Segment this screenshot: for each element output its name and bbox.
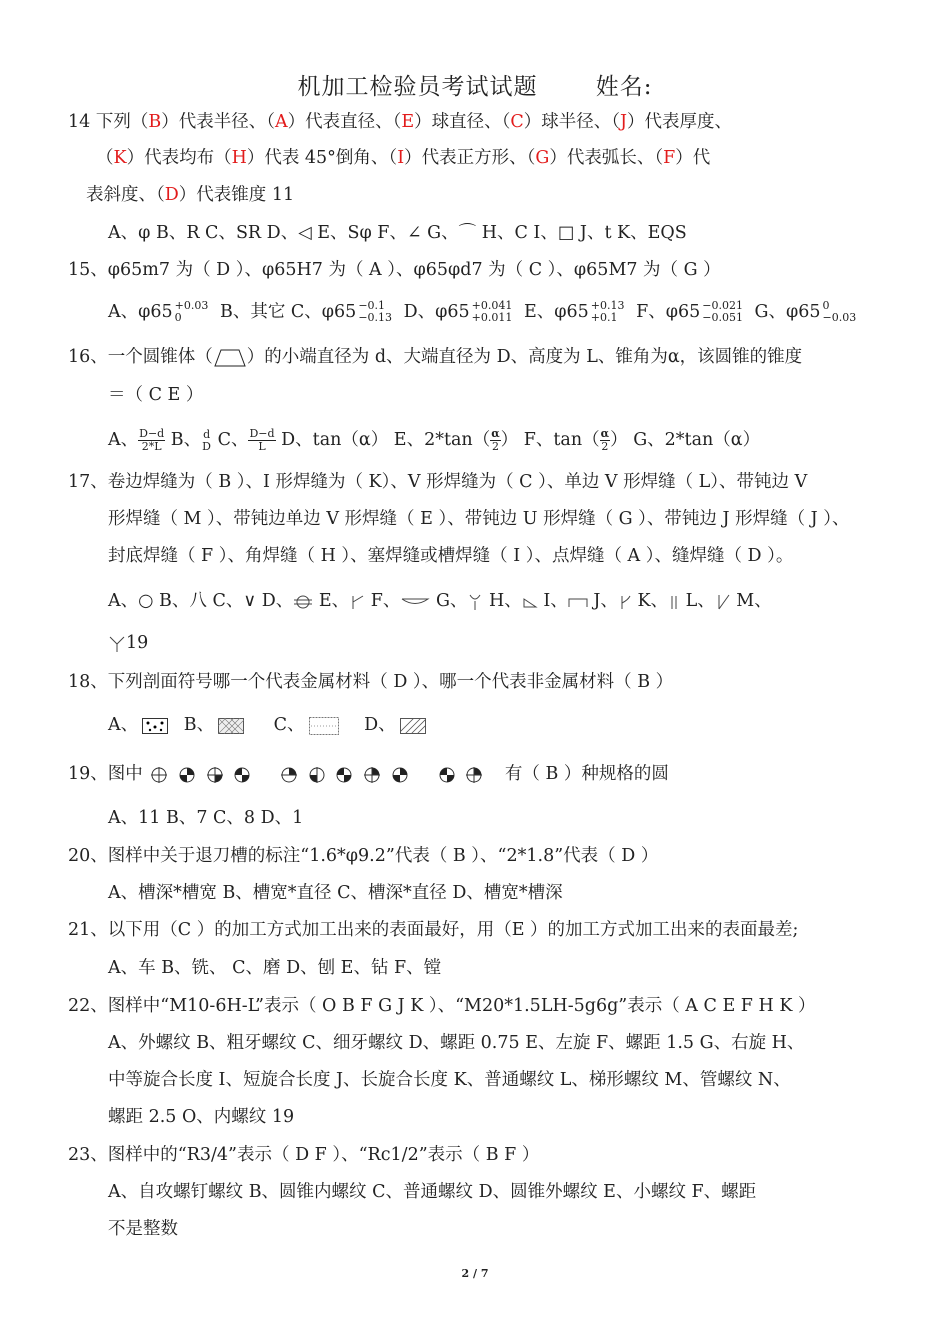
q14-answer: F (663, 148, 676, 168)
circle-symbols (148, 764, 491, 784)
single-v-weld-icon (715, 593, 731, 611)
q17-line5: 19 (108, 632, 148, 654)
q14-text: ）代表 45°倒角、（ (246, 148, 398, 168)
q15-opt-e: E、φ65 +0.13 +0.1 (523, 299, 625, 324)
q19-question: 19、图中 有（ B ）种规格的圆 (68, 764, 669, 784)
u-weld-icon (467, 593, 483, 611)
q16-options: A、 $\frac{D-d}{2*L}$ B、 d D C、 $\frac{D-d}{L}$ D、tan（α） E、2*tan（ $\frac{\alpha}{2}$ ） F、tan（ $\frac{\alpha}{2}$ ） G、2*tan（α） (108, 427, 761, 453)
q15-opt-a: A、φ65 +0.03 0 (108, 299, 209, 324)
q14-line1 (68, 111, 732, 133)
q17-line2: 形焊缝（ M ）、带钝边单边 V 形焊缝（ E ）、带钝边 U 形焊缝（ G ）、带钝边 J 形焊缝（ J ）、 (108, 509, 850, 529)
q23-question: 23、图样中的“R3/4”表示（ D F ）、“Rc1/2”表示（ B F ） (68, 1145, 540, 1165)
q14-text: ）代表直径、（ (287, 112, 402, 132)
q14-text: ）球半径、（ (523, 112, 621, 132)
i-weld-icon (668, 594, 680, 610)
fraction: d D (202, 427, 211, 453)
q21-question: 21、以下用（C ）的加工方式加工出来的表面最好，用（E ）的加工方式加工出来的表面最差; (68, 920, 799, 940)
q21-options: A、车 B、铣、 C、磨 D、刨 E、钻 F、镗 (108, 958, 442, 978)
q23-options-2: 不是整数 (108, 1219, 178, 1239)
q15-opt-d: D、φ65 +0.041 +0.011 (403, 299, 513, 324)
q16-line1 (68, 346, 802, 368)
q14-answer: J (620, 112, 628, 132)
y-weld-icon (108, 635, 126, 653)
q22-options-2: 中等旋合长度 I、短旋合长度 J、长旋合长度 K、普通螺纹 L、梯形螺纹 M、管螺纹 N、 (108, 1070, 791, 1090)
q14-answer: G (535, 148, 550, 168)
q22-question: 22、图样中“M10-6H-L”表示（ O B F G J K ）、“M20*1.5LH-5g6g”表示（ A C E F H K ） (68, 996, 816, 1016)
q14-options: A、φ B、R C、SR D、◁ E、Sφ F、∠ G、⌒ H、C I、□ J、t K、EQS (108, 223, 687, 243)
q14-text: ）代表均布（ (126, 148, 232, 168)
q14-text: ）代表弧长、（ (549, 148, 664, 168)
q22-options-3: 螺距 2.5 O、内螺纹 19 (108, 1107, 295, 1127)
q15-options (108, 300, 856, 324)
q16-text: ）的小端直径为 d、大端直径为 D、高度为 L、锥角为α，该圆锥的锥度 (246, 347, 803, 367)
fraction: $\frac{D-d}{L}$ (249, 427, 275, 453)
q18-question: 18、下列剖面符号哪一个代表金属材料（ D ）、哪一个代表非金属材料（ B ） (68, 672, 674, 692)
q14-answer: H (231, 148, 247, 168)
q14-answer: E (401, 112, 415, 132)
q14-text: ）代表半径、（ (161, 112, 275, 132)
circle-symbol-icon (233, 766, 251, 784)
q20-options: A、槽深*槽宽 B、槽宽*直径 C、槽深*直径 D、槽宽*槽深 (108, 883, 563, 903)
q17-options: A、○ B、八 C、∨ D、 E、 F、 G、 H、 I、 J、 K、 L、 M、 (108, 591, 772, 611)
page-title (0, 68, 950, 101)
fraction: $\frac{\alpha}{2}$ (491, 427, 500, 453)
circle-symbol-icon (438, 766, 456, 784)
q14-text: ）代 (675, 148, 711, 168)
title-text: 机加工检验员考试试题 (297, 74, 538, 100)
circle-symbol-icon (465, 766, 483, 784)
q14-line2 (96, 147, 710, 169)
q16-line2: ＝（ C E ） (108, 385, 204, 405)
q14-text: ）球直径、（ (414, 112, 511, 132)
circle-symbol-icon (363, 766, 381, 784)
circle-symbol-icon (391, 766, 409, 784)
q14-answer: I (397, 148, 405, 168)
q15-opt-c: B、其它 C、φ65 −0.1 −0.13 (219, 299, 393, 324)
q14-answer: D (164, 185, 179, 205)
q14-answer: A (274, 112, 288, 132)
q15-question: 15、φ65m7 为（ D ）、φ65H7 为（ A ）、φ65φd7 为（ C ）、φ65M7 为（ G ） (68, 260, 721, 280)
q14-text: ）代表锥度 11 (178, 185, 295, 205)
circle-symbol-icon (206, 766, 224, 784)
q17-line3: 封底焊缝（ F ）、角焊缝（ H ）、塞焊缝或槽焊缝（ I ）、点焊缝（ A ）、缝焊缝（ D ）。 (108, 546, 794, 566)
dotted-hatch-icon (309, 717, 339, 735)
cone-icon (213, 348, 247, 368)
fraction: $\frac{D-d}{2*L}$ (139, 427, 165, 453)
q19-options: A、11 B、7 C、8 D、1 (108, 808, 304, 828)
page-number: 2 / 7 (461, 1267, 489, 1280)
circle-symbol-icon (308, 766, 326, 784)
q14-answer: C (510, 112, 524, 132)
name-label: 姓名: (595, 74, 653, 100)
circle-symbol-icon (335, 766, 353, 784)
q23-options-1: A、自攻螺钉螺纹 B、圆锥内螺纹 C、普通螺纹 D、圆锥外螺纹 E、小螺纹 F、螺距 (108, 1182, 757, 1202)
metal-hatch-icon (400, 718, 426, 734)
q14-answer: K (113, 148, 127, 168)
circle-symbol-icon (280, 766, 298, 784)
q14-line3 (86, 184, 294, 206)
q14-text: 14 下列（ (68, 112, 149, 132)
q20-question: 20、图样中关于退刀槽的标注“1.6*φ9.2”代表（ B ）、“2*1.8”代表（ D ） (68, 846, 659, 866)
q14-text: ）代表正方形、（ (404, 148, 536, 168)
q17-line1: 17、卷边焊缝为（ B ）、I 形焊缝为（ K）、V 形焊缝为（ C ）、单边 V 形焊缝（ L）、带钝边 V (68, 472, 808, 492)
bevel-weld-icon (349, 594, 365, 610)
seam-weld-icon (293, 594, 313, 610)
plug-weld-icon (568, 595, 588, 609)
q14-text: 表斜度、（ (86, 185, 165, 205)
crosshatch-icon (218, 718, 244, 734)
q16-text: 16、一个圆锥体（ (68, 347, 213, 367)
q14-answer: B (148, 112, 162, 132)
fraction: $\frac{\alpha}{2}$ (600, 427, 610, 453)
fillet-weld-icon (522, 595, 538, 609)
backing-weld-icon (400, 596, 430, 608)
j-weld-icon (618, 594, 632, 610)
q22-options-1: A、外螺纹 B、粗牙螺纹 C、细牙螺纹 D、螺距 0.75 E、左旋 F、螺距 1.5 G、右旋 H、 (108, 1033, 805, 1053)
circle-symbol-icon (178, 766, 196, 784)
q15-opt-g: G、φ65 0 −0.03 (754, 299, 857, 324)
q15-opt-f: F、φ65 −0.021 −0.051 (636, 299, 743, 324)
q18-options: A、 B、 C、 D、 (108, 714, 430, 736)
q14-text: （ (96, 148, 114, 168)
q14-text: ）代表厚度、 (627, 112, 733, 132)
circle-symbol-icon (150, 766, 168, 784)
nonmetal-hatch-icon (142, 718, 168, 734)
